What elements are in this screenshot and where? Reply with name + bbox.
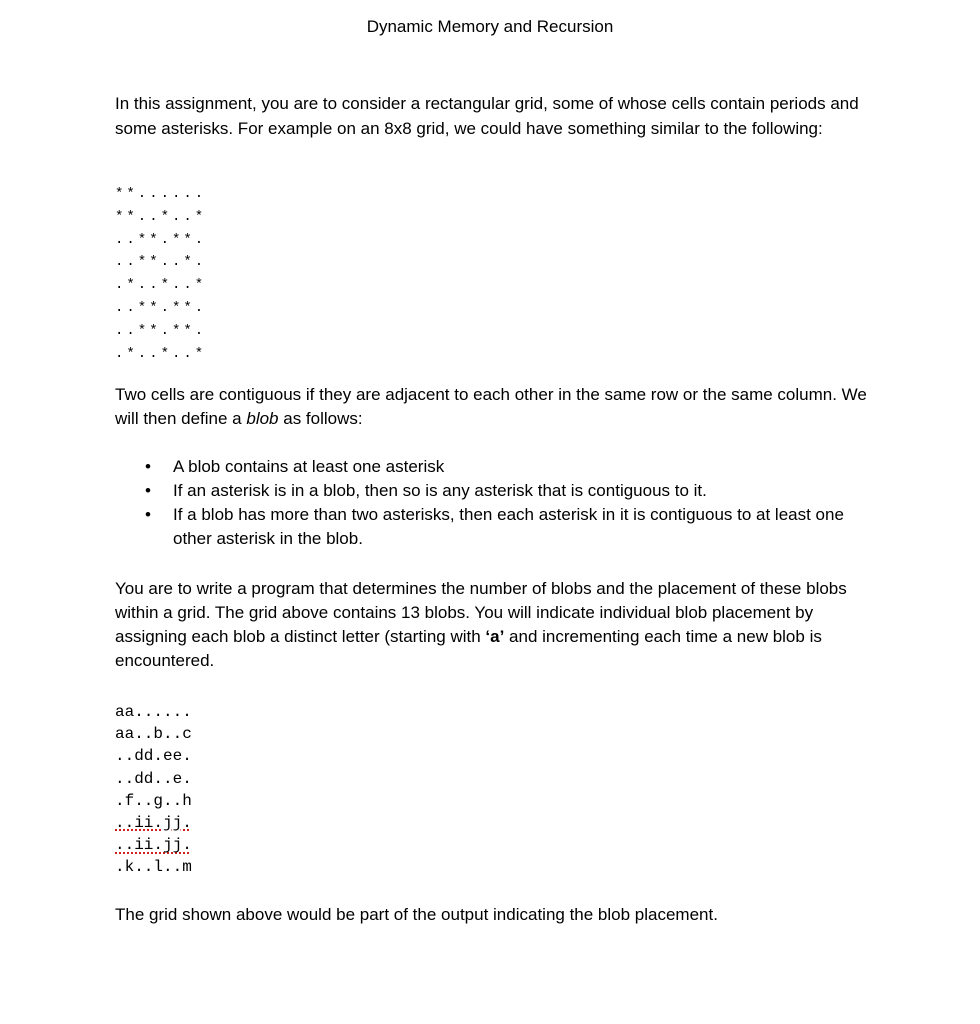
blob-term: blob [246, 409, 279, 428]
list-item-text: If a blob has more than two asterisks, then each asterisk in it is contiguous to at least one other asterisk in the blob. [173, 505, 844, 548]
letter-grid [115, 701, 192, 879]
contiguous-paragraph [115, 383, 885, 431]
grid-row: ..ii.jj. [115, 813, 192, 832]
list-item-text: If an asterisk is in a blob, then so is any asterisk that is contiguous to it. [173, 481, 707, 500]
grid-row: **...... [115, 186, 207, 202]
list-item [115, 479, 855, 503]
grid-row: ..**..*. [115, 254, 207, 271]
grid-row: ..**.**. [115, 231, 207, 248]
grid-row: ..dd.ee. [115, 747, 192, 766]
program-paragraph [115, 577, 875, 673]
grid-row: aa..b..c [115, 725, 192, 744]
bullet-icon: • [145, 481, 151, 500]
blob-rules-list [115, 455, 855, 551]
grid-row: ..dd..e. [115, 769, 192, 788]
program-text-1: You are to write a program that determines the number of blobs and the placement of these blobs within a grid. The grid above contains 13 blobs. You will indicate individual blob placement by assigning each blob a distinct letter (starting with [115, 579, 847, 646]
grid-row: .k..l..m [115, 858, 192, 877]
grid-row: ..**.**. [115, 299, 207, 316]
bullet-icon: • [145, 505, 151, 524]
grid-row: .f..g..h [115, 791, 192, 810]
grid-row: .*..*..* [115, 277, 207, 294]
grid-row: **..*..* [115, 208, 207, 225]
bullet-icon: • [145, 457, 151, 476]
grid-row: aa...... [115, 703, 192, 721]
list-item [115, 455, 855, 479]
grid-row: .*..*..* [115, 345, 207, 362]
program-text-2: and incrementing each time a new blob is encountered. [115, 627, 822, 670]
asterisk-grid [115, 183, 206, 365]
list-item [115, 503, 855, 551]
contiguous-text-2: as follows: [278, 409, 363, 428]
grid-row: ..ii.jj. [115, 836, 192, 855]
letter-a: ‘a’ [485, 627, 505, 646]
contiguous-text-1: Two cells are contiguous if they are adjacent to each other in the same row or the same column. We will then define a [115, 385, 867, 428]
closing-paragraph: The grid shown above would be part of the output indicating the blob placement. [115, 905, 718, 924]
page-title: Dynamic Memory and Recursion [366, 17, 614, 36]
grid-row: ..**.**. [115, 322, 207, 339]
list-item-text: A blob contains at least one asterisk [173, 457, 445, 476]
intro-paragraph: In this assignment, you are to consider a rectangular grid, some of whose cells contain periods and some asterisks. For example on an 8x8 grid, we could have something similar to the following: [115, 94, 859, 138]
